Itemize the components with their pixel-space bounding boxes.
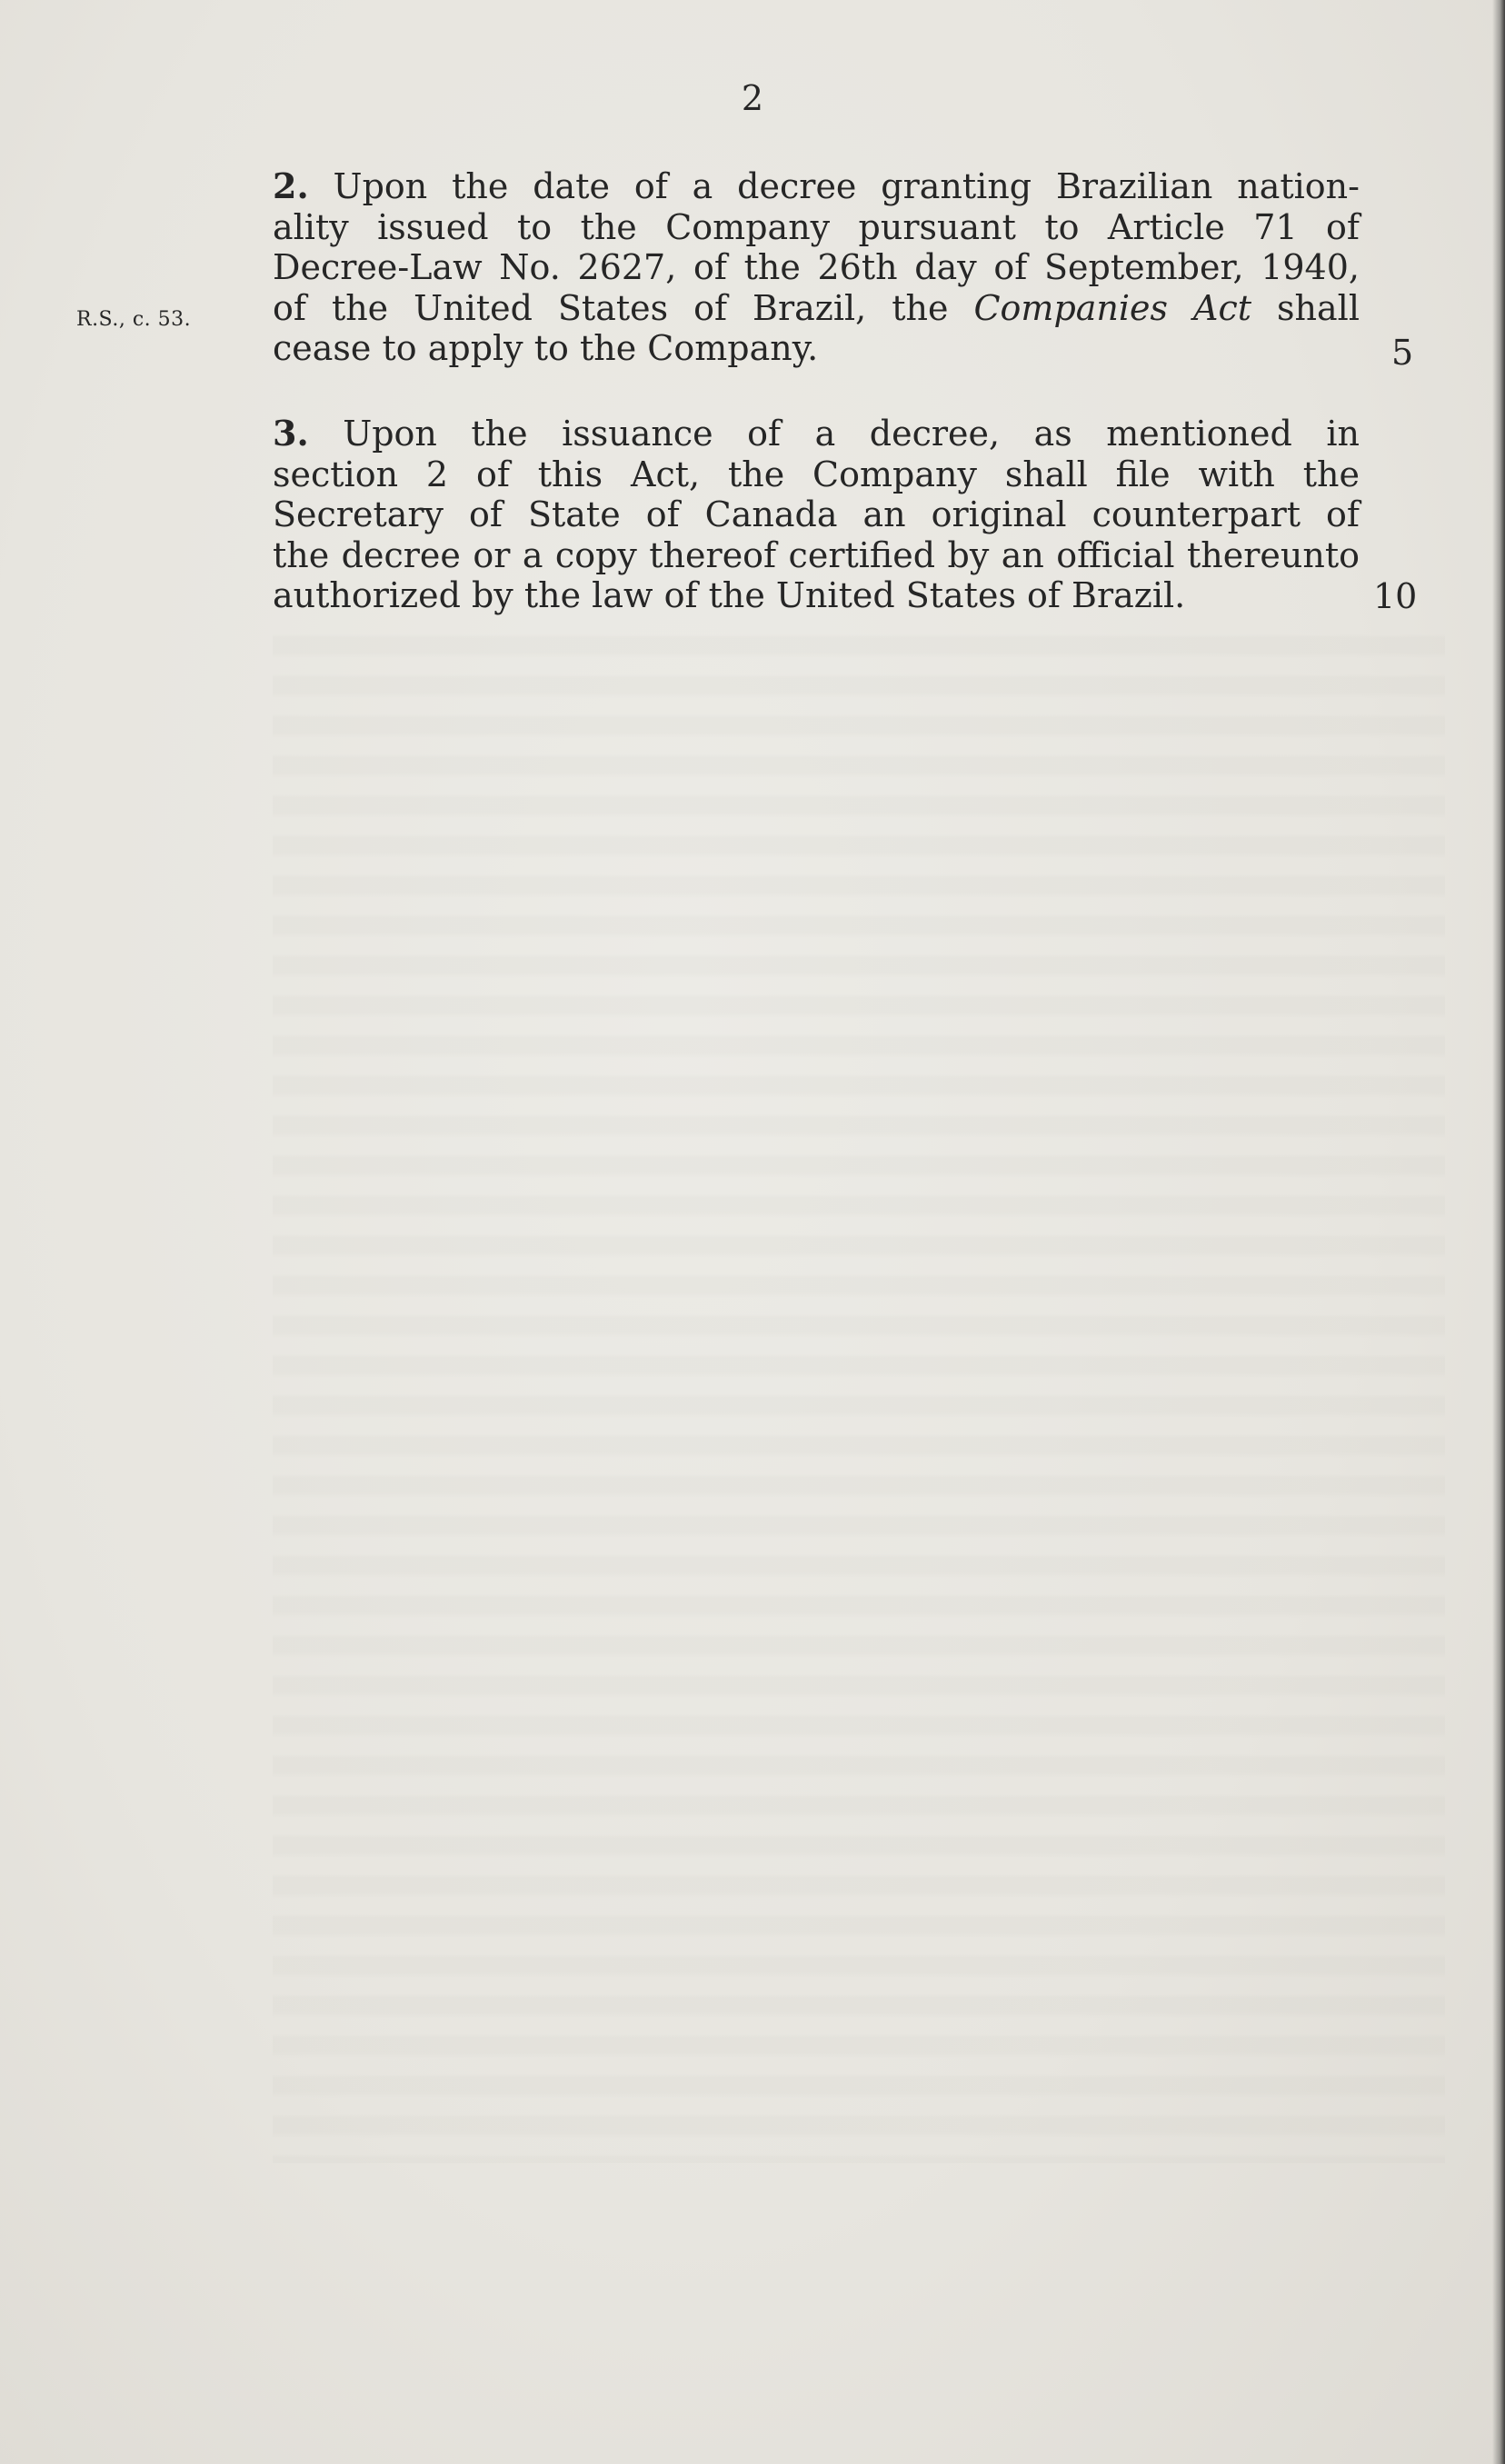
section-3-line-1 (273, 414, 1360, 454)
section-2 (273, 166, 1360, 369)
section-3-line-1-text: Upon the issuance of a decree, as mentioned in (343, 414, 1360, 454)
section-2-number: 2. (273, 165, 309, 206)
page-edge-shadow (1492, 0, 1505, 2464)
margin-note: R.S., c. 53. (76, 308, 192, 331)
section-2-line-4-end: shall (1277, 287, 1360, 328)
section-2-line-1 (273, 166, 1360, 207)
line-number-10: 10 (1373, 576, 1418, 616)
section-2-line-1-text: Upon the date of a decree granting Brazilian nation- (333, 166, 1360, 206)
section-3-line-4: the decree or a copy thereof certified by an official thereunto (273, 534, 1360, 575)
section-3-line-5: authorized by the law of the United States of Brazil. (273, 575, 1186, 616)
section-3-line-3: Secretary of State of Canada an original counterpart of (273, 494, 1360, 535)
page-number: 2 (741, 78, 764, 118)
companies-act-title: Companies Act (973, 287, 1252, 328)
section-2-line-4-text: of the United States of Brazil, the (273, 287, 949, 328)
section-3 (273, 414, 1360, 616)
section-3-line-2: section 2 of this Act, the Company shall file with the (273, 454, 1360, 494)
section-2-line-4 (273, 288, 1360, 329)
section-2-line-3: Decree-Law No. 2627, of the 26th day of September, 1940, (273, 247, 1360, 288)
section-3-number: 3. (273, 413, 309, 454)
bleed-through-background (273, 618, 1445, 2163)
section-2-line-2: ality issued to the Company pursuant to Article 71 of (273, 206, 1360, 247)
line-number-5: 5 (1391, 333, 1414, 373)
section-2-line-5: cease to apply to the Company. (273, 328, 819, 369)
